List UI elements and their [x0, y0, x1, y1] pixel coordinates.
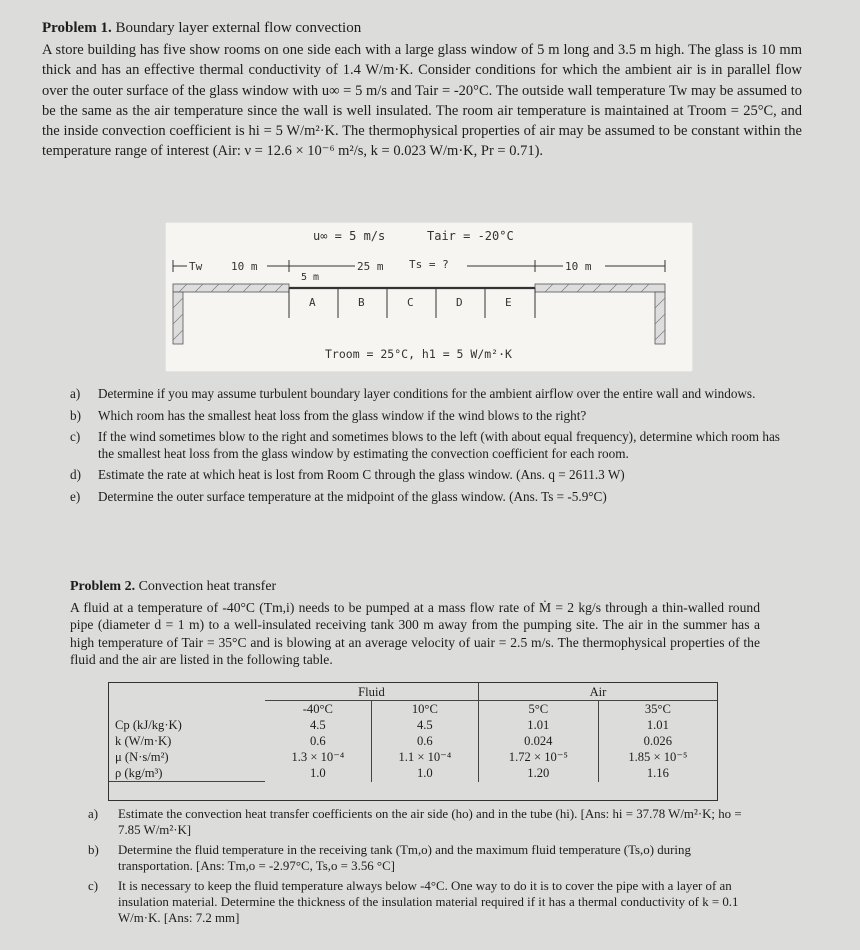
room-a-label: A: [309, 296, 316, 309]
problem-2-questions: [88, 806, 760, 930]
problem-1-title: [42, 18, 802, 38]
question-text: Determine if you may assume turbulent boundary layer conditions for the ambient airflow over the entire wall and windows.: [98, 386, 756, 401]
question-text: Estimate the convection heat transfer coefficients on the air side (ho) and in the tube (hi). [Ans: hi = 37.78 W/m²·K; ho = 7.85 W/m²·K]: [118, 807, 742, 837]
table-group-header-fluid: Fluid: [358, 684, 385, 699]
question-item: [70, 386, 780, 403]
table-row: [109, 749, 717, 765]
question-item: [88, 878, 760, 926]
left-length-label: 10 m: [231, 260, 258, 273]
table-col-header: 5°C: [478, 701, 598, 718]
table-col-header: -40°C: [265, 701, 371, 718]
table-cell: 1.3 × 10⁻⁴: [291, 750, 345, 764]
surface-temp-label: Ts = ?: [409, 258, 449, 271]
tw-label: Tw: [189, 260, 203, 273]
problem-2-label: Problem 2.: [70, 579, 136, 594]
table-cell: 1.72 × 10⁻⁵: [478, 749, 598, 765]
table-col-header: 35°C: [598, 701, 717, 718]
question-text: If the wind sometimes blow to the right and sometimes blows to the left (with about equal frequency), determine which room has the smallest heat loss from the glass window by estimating the convection coefficient for each room.: [98, 429, 780, 461]
problem-1: [42, 18, 802, 162]
table-row: [109, 765, 717, 782]
question-item: [70, 429, 780, 462]
question-label: c): [70, 429, 81, 444]
question-text: Which room has the smallest heat loss from the glass window if the wind blows to the right?: [98, 407, 587, 423]
table-cell: 1.20: [478, 765, 598, 782]
table-cell: 1.01: [478, 717, 598, 733]
question-text: Determine the outer surface temperature at the midpoint of the glass window. (Ans. Ts = -5.9°C): [98, 488, 607, 504]
problem-1-paragraph: A store building has five show rooms on one side each with a large glass window of 5 m long and 3.5 m high. The glass is 10 mm thick and has an effective thermal conductivity of 1.4 W/m·K. Consider conditions for which the ambient air is in parallel flow over the outer surface of the glass window with u∞ = 5 m/s and Tair = -20°C. The outside wall temperature Tw may be assumed to be the same as the air temperature since the wall is well insulated. The room air temperature is maintained at Troom = 25°C, and the inside convection coefficient is hi = 5 W/m²·K. The thermophysical properties of air may be assumed to be constant within the temperature range of interest (Air: ν = 12.6 × 10⁻⁶ m²/s, k = 0.023 W/m·K, Pr = 0.71).: [42, 42, 802, 160]
table-cell: 1.0: [309, 766, 326, 781]
problem-2: [70, 577, 760, 669]
room-b-label: B: [358, 296, 365, 309]
question-text: It is necessary to keep the fluid temperature always below -4°C. One way to do it is to cover the pipe with a layer of an insulation material. Determine the thickness of the insulation material required if it has a thermal conductivity of k = 0.1 W/m·K. [Ans: 7.2 mm]: [118, 879, 739, 925]
question-item: [88, 806, 760, 838]
table-group-header-air: Air: [478, 683, 717, 701]
table-cell: 0.6: [309, 734, 326, 748]
problem-1-questions: [70, 386, 780, 510]
inside-conditions-label: Troom = 25°C, h1 = 5 W/m²·K: [325, 347, 512, 361]
table-cell: 1.0: [371, 765, 478, 782]
table-cell: 4.5: [371, 717, 478, 733]
question-item: [70, 467, 780, 484]
problem-1-heading: Boundary layer external flow convection: [115, 20, 362, 36]
row-label: μ (N·s/m²): [115, 750, 169, 764]
glass-length-label: 25 m: [357, 260, 384, 273]
velocity-label: u∞ = 5 m/s: [313, 229, 386, 243]
row-label: ρ (kg/m³): [109, 765, 265, 782]
row-label: Cp (kJ/kg·K): [115, 718, 182, 732]
air-temp-label: Tair = -20°C: [427, 229, 514, 243]
table-row: [109, 733, 717, 749]
right-length-label: 10 m: [565, 260, 592, 273]
problem-2-heading: Convection heat transfer: [138, 579, 277, 594]
question-label: c): [88, 879, 99, 893]
question-label: a): [70, 386, 81, 401]
properties-table: [108, 682, 718, 801]
room-d-label: D: [456, 296, 463, 309]
table-cell: 0.024: [478, 733, 598, 749]
room-width-label: 5 m: [301, 272, 320, 283]
room-e-label: E: [505, 296, 512, 309]
question-label: d): [70, 467, 81, 482]
table-cell: 1.01: [598, 717, 717, 733]
room-c-label: C: [407, 296, 414, 309]
question-item: [70, 408, 780, 425]
question-text: Determine the fluid temperature in the receiving tank (Tm,o) and the maximum fluid temperature (Ts,o) during transportation. [Ans: Tm,o = -2.97°C, Ts,o = 3.56 °C]: [118, 843, 691, 873]
question-text: Estimate the rate at which heat is lost from Room C through the glass window. (Ans. q = 2611.3 W): [98, 467, 625, 482]
problem-1-label: Problem 1.: [42, 20, 112, 36]
question-label: e): [70, 488, 81, 504]
table-cell: 0.026: [598, 733, 717, 749]
question-item: [70, 489, 780, 506]
table-cell: 4.5: [309, 718, 326, 732]
table-row: [109, 717, 717, 733]
table-cell: 1.85 × 10⁻⁵: [598, 749, 717, 765]
table-col-header: 10°C: [371, 701, 478, 718]
storefront-diagram: [165, 222, 693, 372]
table-cell: 1.1 × 10⁻⁴: [371, 749, 478, 765]
question-label: b): [88, 843, 99, 857]
table-cell: 0.6: [371, 733, 478, 749]
question-label: b): [70, 407, 81, 423]
problem-2-paragraph: A fluid at a temperature of -40°C (Tm,i) needs to be pumped at a mass flow rate of Ṁ = 2 kg/s through a thin-walled round pipe (diameter d = 1 m) to a well-insulated receiving tank 300 m away from the pumping site. The air in the summer has a high temperature of Tair = 35°C and is blowing at an average velocity of uair = 2.5 m/s. The thermophysical properties of the fluid and the air are listed in the following table.: [70, 600, 760, 668]
table-cell: 1.16: [598, 765, 717, 782]
row-label: k (W/m·K): [115, 734, 172, 748]
question-item: [88, 842, 760, 874]
question-label: a): [88, 807, 99, 821]
problem-2-title: [70, 577, 760, 597]
